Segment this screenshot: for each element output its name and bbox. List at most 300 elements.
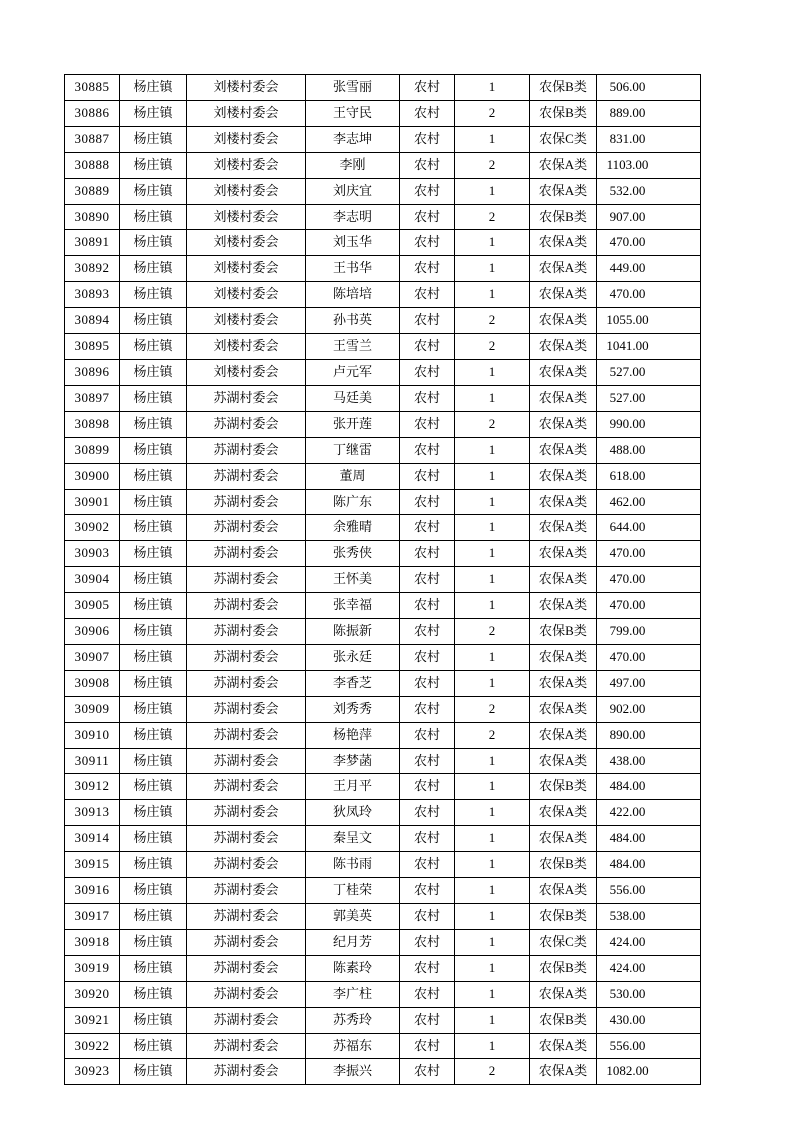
table-cell-record-id: 30906 — [65, 619, 120, 645]
table-cell-residence-type: 农村 — [400, 515, 455, 541]
table-cell-village-committee: 苏湖村委会 — [187, 593, 306, 619]
table-cell-person-name: 丁桂荣 — [306, 878, 400, 904]
table-cell-person-name: 王雪兰 — [306, 334, 400, 360]
table-cell-insurance-category: 农保B类 — [530, 619, 597, 645]
table-cell-residence-type: 农村 — [400, 593, 455, 619]
table-cell-village-committee: 苏湖村委会 — [187, 800, 306, 826]
table-cell-person-count: 1 — [455, 1033, 530, 1059]
table-cell-person-name: 纪月芳 — [306, 929, 400, 955]
table-cell-person-count: 1 — [455, 437, 530, 463]
table-row — [65, 904, 701, 930]
table-cell-person-count: 1 — [455, 489, 530, 515]
table-cell-person-count: 1 — [455, 541, 530, 567]
table-cell-record-id: 30891 — [65, 230, 120, 256]
table-cell-person-name: 陈广东 — [306, 489, 400, 515]
table-cell-amount: 527.00 — [597, 385, 701, 411]
table-row — [65, 100, 701, 126]
table-cell-insurance-category: 农保A类 — [530, 411, 597, 437]
table-cell-record-id: 30920 — [65, 981, 120, 1007]
table-cell-residence-type: 农村 — [400, 463, 455, 489]
table-cell-record-id: 30898 — [65, 411, 120, 437]
table-cell-town: 杨庄镇 — [120, 541, 187, 567]
table-cell-record-id: 30919 — [65, 955, 120, 981]
table-cell-person-count: 1 — [455, 904, 530, 930]
table-cell-amount: 488.00 — [597, 437, 701, 463]
table-cell-insurance-category: 农保A类 — [530, 437, 597, 463]
table-cell-insurance-category: 农保A类 — [530, 334, 597, 360]
table-cell-record-id: 30912 — [65, 774, 120, 800]
table-cell-record-id: 30908 — [65, 670, 120, 696]
table-cell-residence-type: 农村 — [400, 204, 455, 230]
table-cell-insurance-category: 农保A类 — [530, 256, 597, 282]
table-cell-person-name: 丁继雷 — [306, 437, 400, 463]
table-cell-town: 杨庄镇 — [120, 644, 187, 670]
table-cell-town: 杨庄镇 — [120, 126, 187, 152]
table-cell-insurance-category: 农保A类 — [530, 230, 597, 256]
table-cell-village-committee: 苏湖村委会 — [187, 619, 306, 645]
table-row — [65, 489, 701, 515]
table-row — [65, 955, 701, 981]
table-cell-village-committee: 刘楼村委会 — [187, 256, 306, 282]
table-cell-amount: 497.00 — [597, 670, 701, 696]
table-cell-person-name: 董周 — [306, 463, 400, 489]
table-cell-town: 杨庄镇 — [120, 230, 187, 256]
table-cell-record-id: 30900 — [65, 463, 120, 489]
table-row — [65, 282, 701, 308]
table-cell-amount: 438.00 — [597, 748, 701, 774]
table-cell-person-name: 郭美英 — [306, 904, 400, 930]
table-cell-town: 杨庄镇 — [120, 593, 187, 619]
table-cell-amount: 644.00 — [597, 515, 701, 541]
table-cell-village-committee: 苏湖村委会 — [187, 722, 306, 748]
table-row — [65, 359, 701, 385]
table-cell-village-committee: 苏湖村委会 — [187, 696, 306, 722]
table-row — [65, 308, 701, 334]
table-cell-insurance-category: 农保A类 — [530, 800, 597, 826]
table-cell-insurance-category: 农保A类 — [530, 152, 597, 178]
table-cell-person-count: 2 — [455, 411, 530, 437]
table-cell-person-name: 余雅晴 — [306, 515, 400, 541]
table-row — [65, 722, 701, 748]
table-cell-town: 杨庄镇 — [120, 955, 187, 981]
table-cell-amount: 618.00 — [597, 463, 701, 489]
table-cell-person-count: 1 — [455, 126, 530, 152]
table-cell-residence-type: 农村 — [400, 334, 455, 360]
table-body — [65, 75, 701, 1085]
table-cell-record-id: 30893 — [65, 282, 120, 308]
table-cell-town: 杨庄镇 — [120, 463, 187, 489]
table-cell-record-id: 30916 — [65, 878, 120, 904]
table-cell-residence-type: 农村 — [400, 904, 455, 930]
table-cell-amount: 470.00 — [597, 541, 701, 567]
table-cell-record-id: 30913 — [65, 800, 120, 826]
table-cell-amount: 484.00 — [597, 774, 701, 800]
table-cell-record-id: 30895 — [65, 334, 120, 360]
table-cell-record-id: 30904 — [65, 567, 120, 593]
table-cell-residence-type: 农村 — [400, 308, 455, 334]
table-cell-person-count: 2 — [455, 696, 530, 722]
table-cell-village-committee: 刘楼村委会 — [187, 282, 306, 308]
table-cell-person-count: 1 — [455, 230, 530, 256]
table-cell-person-count: 1 — [455, 878, 530, 904]
table-cell-residence-type: 农村 — [400, 178, 455, 204]
table-cell-amount: 890.00 — [597, 722, 701, 748]
table-cell-insurance-category: 农保B类 — [530, 955, 597, 981]
table-cell-insurance-category: 农保A类 — [530, 463, 597, 489]
table-cell-record-id: 30890 — [65, 204, 120, 230]
table-row — [65, 593, 701, 619]
table-cell-town: 杨庄镇 — [120, 152, 187, 178]
table-cell-insurance-category: 农保A类 — [530, 670, 597, 696]
table-cell-record-id: 30911 — [65, 748, 120, 774]
table-cell-village-committee: 刘楼村委会 — [187, 100, 306, 126]
table-row — [65, 437, 701, 463]
table-cell-record-id: 30917 — [65, 904, 120, 930]
table-cell-person-count: 1 — [455, 981, 530, 1007]
table-cell-person-name: 王守民 — [306, 100, 400, 126]
table-cell-residence-type: 农村 — [400, 567, 455, 593]
table-row — [65, 1059, 701, 1085]
table-cell-record-id: 30914 — [65, 826, 120, 852]
table-cell-person-name: 张幸福 — [306, 593, 400, 619]
table-cell-residence-type: 农村 — [400, 1059, 455, 1085]
table-row — [65, 852, 701, 878]
table-cell-insurance-category: 农保B类 — [530, 774, 597, 800]
table-cell-record-id: 30907 — [65, 644, 120, 670]
table-cell-town: 杨庄镇 — [120, 282, 187, 308]
table-row — [65, 385, 701, 411]
table-cell-record-id: 30910 — [65, 722, 120, 748]
table-cell-record-id: 30886 — [65, 100, 120, 126]
table-cell-amount: 532.00 — [597, 178, 701, 204]
table-cell-village-committee: 刘楼村委会 — [187, 334, 306, 360]
table-cell-person-name: 张开莲 — [306, 411, 400, 437]
table-cell-record-id: 30897 — [65, 385, 120, 411]
table-cell-residence-type: 农村 — [400, 75, 455, 101]
table-cell-town: 杨庄镇 — [120, 515, 187, 541]
table-cell-record-id: 30921 — [65, 1007, 120, 1033]
table-cell-insurance-category: 农保A类 — [530, 515, 597, 541]
table-cell-amount: 527.00 — [597, 359, 701, 385]
table-cell-town: 杨庄镇 — [120, 334, 187, 360]
table-cell-person-name: 刘玉华 — [306, 230, 400, 256]
table-cell-village-committee: 苏湖村委会 — [187, 385, 306, 411]
table-cell-residence-type: 农村 — [400, 644, 455, 670]
table-cell-town: 杨庄镇 — [120, 256, 187, 282]
table-cell-insurance-category: 农保B类 — [530, 904, 597, 930]
table-row — [65, 541, 701, 567]
table-cell-residence-type: 农村 — [400, 541, 455, 567]
table-cell-village-committee: 苏湖村委会 — [187, 670, 306, 696]
table-cell-person-count: 1 — [455, 774, 530, 800]
table-cell-residence-type: 农村 — [400, 385, 455, 411]
table-cell-town: 杨庄镇 — [120, 385, 187, 411]
table-row — [65, 152, 701, 178]
table-cell-person-count: 1 — [455, 929, 530, 955]
table-row — [65, 878, 701, 904]
table-cell-person-count: 1 — [455, 359, 530, 385]
table-cell-amount: 506.00 — [597, 75, 701, 101]
table-cell-person-name: 王书华 — [306, 256, 400, 282]
table-cell-village-committee: 刘楼村委会 — [187, 204, 306, 230]
table-cell-person-count: 1 — [455, 826, 530, 852]
table-cell-person-count: 1 — [455, 385, 530, 411]
table-cell-person-name: 苏福东 — [306, 1033, 400, 1059]
table-cell-amount: 470.00 — [597, 593, 701, 619]
table-cell-person-count: 2 — [455, 619, 530, 645]
table-cell-insurance-category: 农保C类 — [530, 126, 597, 152]
table-cell-town: 杨庄镇 — [120, 567, 187, 593]
table-cell-village-committee: 苏湖村委会 — [187, 774, 306, 800]
table-cell-residence-type: 农村 — [400, 852, 455, 878]
table-cell-village-committee: 苏湖村委会 — [187, 826, 306, 852]
table-cell-town: 杨庄镇 — [120, 722, 187, 748]
table-cell-residence-type: 农村 — [400, 981, 455, 1007]
table-cell-village-committee: 苏湖村委会 — [187, 541, 306, 567]
table-row — [65, 75, 701, 101]
table-cell-person-count: 2 — [455, 1059, 530, 1085]
table-cell-person-count: 2 — [455, 204, 530, 230]
table-row — [65, 334, 701, 360]
table-cell-person-count: 1 — [455, 955, 530, 981]
table-row — [65, 178, 701, 204]
table-cell-residence-type: 农村 — [400, 126, 455, 152]
table-cell-person-name: 李广柱 — [306, 981, 400, 1007]
table-cell-amount: 1082.00 — [597, 1059, 701, 1085]
table-cell-village-committee: 苏湖村委会 — [187, 644, 306, 670]
table-row — [65, 256, 701, 282]
table-cell-record-id: 30894 — [65, 308, 120, 334]
table-cell-person-count: 1 — [455, 800, 530, 826]
table-cell-record-id: 30902 — [65, 515, 120, 541]
table-cell-person-name: 卢元军 — [306, 359, 400, 385]
table-cell-town: 杨庄镇 — [120, 308, 187, 334]
table-cell-person-count: 1 — [455, 670, 530, 696]
table-cell-amount: 484.00 — [597, 852, 701, 878]
table-cell-town: 杨庄镇 — [120, 75, 187, 101]
table-cell-village-committee: 刘楼村委会 — [187, 126, 306, 152]
table-cell-town: 杨庄镇 — [120, 774, 187, 800]
table-cell-insurance-category: 农保C类 — [530, 929, 597, 955]
table-cell-town: 杨庄镇 — [120, 1059, 187, 1085]
table-cell-residence-type: 农村 — [400, 748, 455, 774]
table-row — [65, 644, 701, 670]
table-cell-record-id: 30889 — [65, 178, 120, 204]
table-row — [65, 619, 701, 645]
table-cell-town: 杨庄镇 — [120, 489, 187, 515]
table-cell-person-count: 1 — [455, 256, 530, 282]
table-cell-person-count: 1 — [455, 644, 530, 670]
table-cell-amount: 484.00 — [597, 826, 701, 852]
table-cell-village-committee: 苏湖村委会 — [187, 437, 306, 463]
table-cell-residence-type: 农村 — [400, 282, 455, 308]
table-row — [65, 800, 701, 826]
table-cell-amount: 902.00 — [597, 696, 701, 722]
table-cell-insurance-category: 农保A类 — [530, 385, 597, 411]
table-cell-amount: 1041.00 — [597, 334, 701, 360]
table-row — [65, 204, 701, 230]
table-cell-town: 杨庄镇 — [120, 619, 187, 645]
table-row — [65, 1007, 701, 1033]
table-cell-amount: 430.00 — [597, 1007, 701, 1033]
table-cell-town: 杨庄镇 — [120, 1007, 187, 1033]
table-cell-person-count: 1 — [455, 178, 530, 204]
table-cell-amount: 449.00 — [597, 256, 701, 282]
table-cell-person-count: 1 — [455, 463, 530, 489]
beneficiary-table — [64, 74, 701, 1085]
table-cell-record-id: 30885 — [65, 75, 120, 101]
table-cell-residence-type: 农村 — [400, 800, 455, 826]
table-cell-residence-type: 农村 — [400, 230, 455, 256]
table-cell-insurance-category: 农保A类 — [530, 359, 597, 385]
table-cell-town: 杨庄镇 — [120, 852, 187, 878]
table-row — [65, 696, 701, 722]
table-cell-insurance-category: 农保A类 — [530, 593, 597, 619]
table-cell-amount: 470.00 — [597, 644, 701, 670]
table-cell-amount: 1103.00 — [597, 152, 701, 178]
table-cell-record-id: 30888 — [65, 152, 120, 178]
table-cell-village-committee: 苏湖村委会 — [187, 955, 306, 981]
table-cell-insurance-category: 农保A类 — [530, 722, 597, 748]
table-cell-insurance-category: 农保B类 — [530, 852, 597, 878]
table-cell-person-name: 李香芝 — [306, 670, 400, 696]
table-cell-residence-type: 农村 — [400, 359, 455, 385]
table-cell-residence-type: 农村 — [400, 955, 455, 981]
table-cell-amount: 799.00 — [597, 619, 701, 645]
table-cell-person-name: 陈书雨 — [306, 852, 400, 878]
table-row — [65, 929, 701, 955]
table-cell-person-name: 苏秀玲 — [306, 1007, 400, 1033]
table-cell-residence-type: 农村 — [400, 1033, 455, 1059]
table-cell-residence-type: 农村 — [400, 619, 455, 645]
table-cell-record-id: 30887 — [65, 126, 120, 152]
table-cell-village-committee: 刘楼村委会 — [187, 308, 306, 334]
table-row — [65, 126, 701, 152]
table-cell-person-count: 1 — [455, 1007, 530, 1033]
table-cell-record-id: 30909 — [65, 696, 120, 722]
table-cell-person-name: 李志坤 — [306, 126, 400, 152]
table-cell-person-name: 刘秀秀 — [306, 696, 400, 722]
table-cell-amount: 889.00 — [597, 100, 701, 126]
table-cell-village-committee: 苏湖村委会 — [187, 852, 306, 878]
table-cell-village-committee: 刘楼村委会 — [187, 178, 306, 204]
table-cell-insurance-category: 农保A类 — [530, 696, 597, 722]
table-cell-amount: 1055.00 — [597, 308, 701, 334]
table-cell-residence-type: 农村 — [400, 256, 455, 282]
table-row — [65, 515, 701, 541]
table-cell-residence-type: 农村 — [400, 1007, 455, 1033]
table-cell-person-name: 秦呈文 — [306, 826, 400, 852]
table-cell-village-committee: 苏湖村委会 — [187, 748, 306, 774]
table-cell-record-id: 30915 — [65, 852, 120, 878]
table-cell-town: 杨庄镇 — [120, 100, 187, 126]
table-cell-residence-type: 农村 — [400, 826, 455, 852]
table-cell-record-id: 30903 — [65, 541, 120, 567]
table-cell-person-name: 马廷美 — [306, 385, 400, 411]
table-cell-village-committee: 刘楼村委会 — [187, 359, 306, 385]
table-cell-town: 杨庄镇 — [120, 826, 187, 852]
table-cell-town: 杨庄镇 — [120, 981, 187, 1007]
table-cell-person-count: 1 — [455, 748, 530, 774]
table-cell-record-id: 30896 — [65, 359, 120, 385]
table-cell-village-committee: 苏湖村委会 — [187, 515, 306, 541]
table-row — [65, 463, 701, 489]
table-cell-record-id: 30901 — [65, 489, 120, 515]
table-cell-person-name: 李振兴 — [306, 1059, 400, 1085]
table-cell-person-count: 1 — [455, 282, 530, 308]
table-cell-insurance-category: 农保A类 — [530, 644, 597, 670]
table-cell-village-committee: 刘楼村委会 — [187, 152, 306, 178]
table-cell-insurance-category: 农保A类 — [530, 1059, 597, 1085]
table-cell-residence-type: 农村 — [400, 152, 455, 178]
table-cell-village-committee: 苏湖村委会 — [187, 1007, 306, 1033]
table-cell-insurance-category: 农保B类 — [530, 204, 597, 230]
table-cell-amount: 424.00 — [597, 929, 701, 955]
table-cell-record-id: 30918 — [65, 929, 120, 955]
table-row — [65, 774, 701, 800]
table-cell-town: 杨庄镇 — [120, 696, 187, 722]
table-cell-person-count: 1 — [455, 515, 530, 541]
table-cell-village-committee: 苏湖村委会 — [187, 878, 306, 904]
table-cell-person-name: 陈振新 — [306, 619, 400, 645]
table-cell-insurance-category: 农保A类 — [530, 282, 597, 308]
table-cell-person-count: 2 — [455, 308, 530, 334]
table-cell-insurance-category: 农保A类 — [530, 748, 597, 774]
table-cell-person-name: 杨艳萍 — [306, 722, 400, 748]
table-cell-town: 杨庄镇 — [120, 359, 187, 385]
table-cell-town: 杨庄镇 — [120, 178, 187, 204]
table-cell-person-name: 陈培培 — [306, 282, 400, 308]
table-cell-person-count: 1 — [455, 567, 530, 593]
table-cell-residence-type: 农村 — [400, 878, 455, 904]
table-row — [65, 567, 701, 593]
table-cell-residence-type: 农村 — [400, 100, 455, 126]
table-cell-town: 杨庄镇 — [120, 437, 187, 463]
table-cell-town: 杨庄镇 — [120, 748, 187, 774]
table-cell-amount: 538.00 — [597, 904, 701, 930]
table-cell-amount: 424.00 — [597, 955, 701, 981]
table-cell-insurance-category: 农保A类 — [530, 567, 597, 593]
table-row — [65, 826, 701, 852]
table-cell-town: 杨庄镇 — [120, 670, 187, 696]
table-cell-person-name: 陈素玲 — [306, 955, 400, 981]
table-cell-insurance-category: 农保A类 — [530, 826, 597, 852]
table-cell-amount: 556.00 — [597, 1033, 701, 1059]
table-cell-town: 杨庄镇 — [120, 904, 187, 930]
table-cell-person-count: 2 — [455, 100, 530, 126]
table-row — [65, 748, 701, 774]
table-cell-record-id: 30892 — [65, 256, 120, 282]
table-cell-insurance-category: 农保B类 — [530, 100, 597, 126]
table-cell-residence-type: 农村 — [400, 696, 455, 722]
table-cell-insurance-category: 农保B类 — [530, 1007, 597, 1033]
table-cell-amount: 990.00 — [597, 411, 701, 437]
table-cell-town: 杨庄镇 — [120, 929, 187, 955]
table-cell-village-committee: 苏湖村委会 — [187, 411, 306, 437]
table-cell-village-committee: 苏湖村委会 — [187, 489, 306, 515]
table-row — [65, 1033, 701, 1059]
table-row — [65, 981, 701, 1007]
table-cell-amount: 907.00 — [597, 204, 701, 230]
table-cell-person-count: 1 — [455, 593, 530, 619]
table-cell-insurance-category: 农保A类 — [530, 878, 597, 904]
table-cell-village-committee: 苏湖村委会 — [187, 904, 306, 930]
table-cell-person-count: 1 — [455, 852, 530, 878]
table-cell-amount: 831.00 — [597, 126, 701, 152]
table-cell-town: 杨庄镇 — [120, 878, 187, 904]
table-cell-town: 杨庄镇 — [120, 800, 187, 826]
table-cell-residence-type: 农村 — [400, 670, 455, 696]
